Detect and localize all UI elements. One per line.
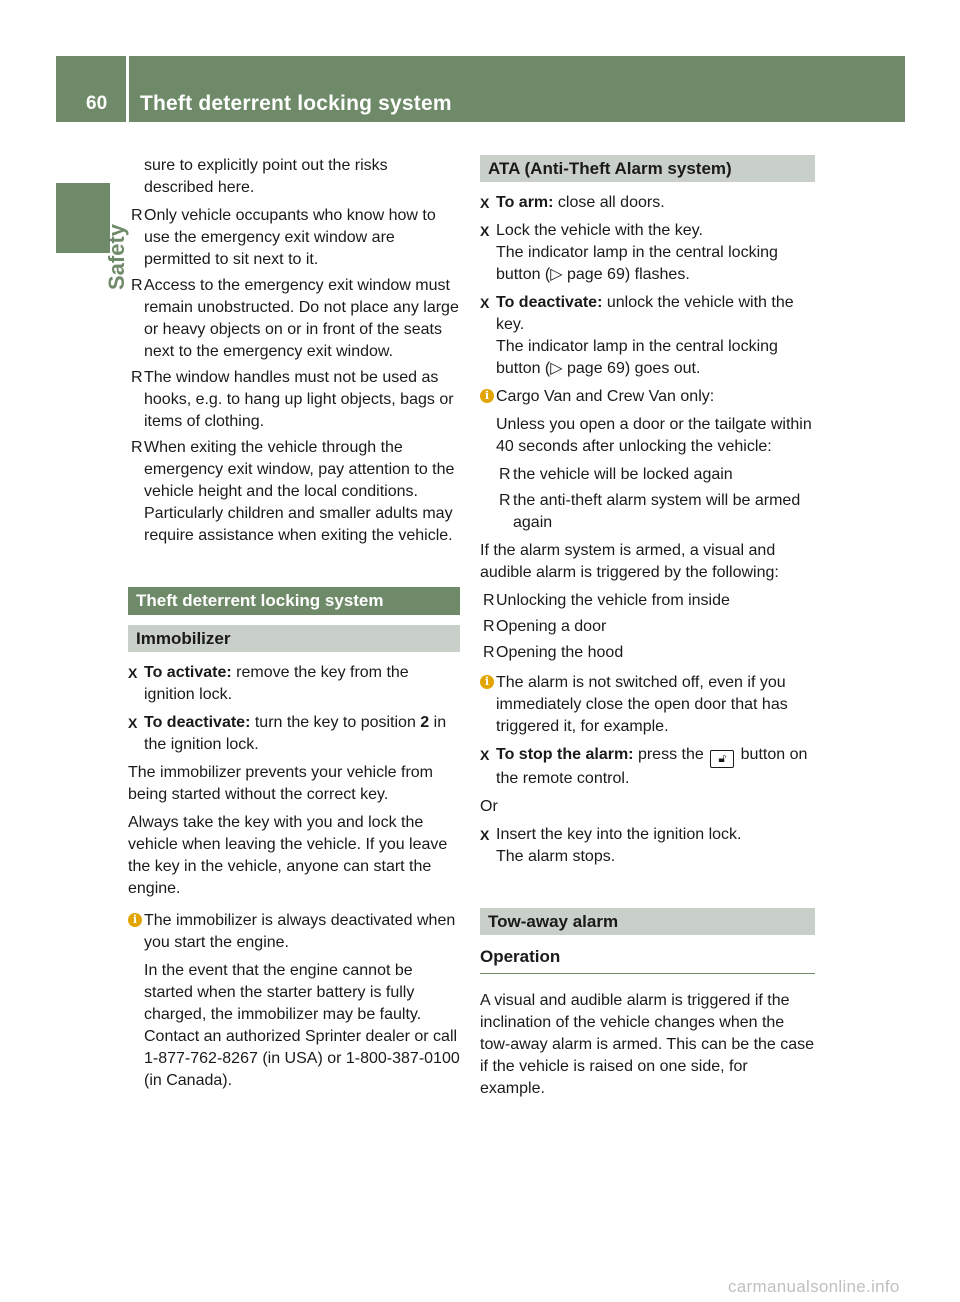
info-icon: i [480, 389, 494, 403]
bullet-marker: R [499, 492, 511, 509]
list-item: R Opening a door [480, 616, 815, 638]
step-marker: X [128, 665, 138, 681]
info-note-alarm: i The alarm is not switched off, even if you immediately close the open door that has triggered it, for example. [480, 672, 815, 738]
subsection-heading-ata: ATA (Anti-Theft Alarm system) [480, 155, 815, 182]
right-column [480, 155, 815, 1106]
list-item: R the anti-theft alarm system will be armed again [499, 492, 801, 531]
step-insert-key: X Insert the key into the ignition lock. The alarm stops. [480, 826, 742, 865]
bullet-marker: R [499, 466, 511, 483]
section-heading-theft-deterrent: Theft deterrent locking system [128, 587, 460, 615]
watermark: carmanualsonline.info [728, 1277, 900, 1296]
step-deactivate-alarm: X To deactivate: unlock the vehicle with the key. The indicator lamp in the central locking button (▷ page 69) goes out. [480, 294, 794, 377]
step-marker: X [480, 827, 490, 843]
bullet-marker: R [483, 592, 495, 609]
info-icon: i [480, 675, 494, 689]
page-number: 60 [86, 93, 108, 114]
step-marker: X [128, 715, 138, 731]
list-item: R the vehicle will be locked again [480, 464, 815, 486]
immobilizer-paragraph-1: The immobilizer prevents your vehicle from being started without the correct key. [128, 764, 433, 803]
step-marker: X [480, 295, 490, 311]
towaway-paragraph: A visual and audible alarm is triggered if the inclination of the vehicle changes when the tow-away alarm is armed. This can be the case if the vehicle is raised on one side, for example. [480, 992, 815, 1097]
info-note-immobilizer: i The immobilizer is always deactivated when you start the engine. [128, 910, 460, 954]
intro-text [128, 155, 460, 199]
subsection-heading-towaway: Tow-away alarm [480, 908, 815, 935]
step-lock: X Lock the vehicle with the key. The indicator lamp in the central locking button (▷ page 69) flashes. [480, 222, 778, 283]
intro-line-1: sure to explicitly point out the risks [144, 157, 388, 174]
bullet-marker: R [131, 439, 143, 456]
list-item: R Only vehicle occupants who know how to use the emergency exit window are permitted to sit next to it. [131, 207, 436, 268]
bullet-marker: R [483, 644, 495, 661]
step-marker: X [480, 195, 490, 211]
bullet-marker: R [131, 369, 143, 386]
side-tab-block [56, 183, 110, 253]
list-item: R Access to the emergency exit window must remain unobstructed. Do not place any large or heavy objects on or in front of the seats next to the emergency exit window. [131, 277, 459, 360]
info-note-immobilizer-detail: In the event that the engine cannot be started when the starter battery is fully charged, the immobilizer may be faulty. Contact an authorized Sprinter dealer or call 1-877-762-8267 (in USA) or 1-800-387-0100 (in Canada). [144, 962, 460, 1089]
unlock-key-icon: 🔓︎ [710, 750, 734, 768]
step-activate: X To activate: remove the key from the ignition lock. [128, 664, 409, 703]
page-title: Theft deterrent locking system [140, 92, 452, 115]
bullet-marker: R [483, 618, 495, 635]
list-item: R Unlocking the vehicle from inside [480, 590, 815, 612]
trigger-intro: If the alarm system is armed, a visual and audible alarm is triggered by the following: [480, 542, 779, 581]
intro-line-2: described here. [144, 179, 255, 196]
list-item: R The window handles must not be used as hooks, e.g. to hang up light objects, bags or items of clothing. [131, 369, 454, 430]
list-item: R When exiting the vehicle through the emergency exit window, pay attention to the vehicle height and the local conditions. Particularly children and smaller adults may require assistance when exiting the vehicle. [131, 439, 455, 544]
subheading-operation: Operation [480, 945, 815, 974]
step-deactivate: X To deactivate: turn the key to position 2 in the ignition lock. [128, 714, 447, 753]
left-column [128, 155, 460, 1098]
step-marker: X [480, 223, 490, 239]
bullet-marker: R [131, 207, 143, 224]
step-marker: X [480, 747, 490, 763]
info-icon: i [128, 913, 142, 927]
info-note-cargo-van-detail: Unless you open a door or the tailgate within 40 seconds after unlocking the vehicle: [496, 416, 812, 455]
or-text: Or [480, 798, 498, 815]
subsection-heading-immobilizer: Immobilizer [128, 625, 460, 652]
bullet-marker: R [131, 277, 143, 294]
list-item: R Opening the hood [480, 642, 815, 664]
side-tab-label: Safety [104, 223, 129, 290]
step-arm: X To arm: close all doors. [480, 192, 815, 214]
immobilizer-paragraph-2: Always take the key with you and lock the vehicle when leaving the vehicle. If you leave the key in the vehicle, anyone can start the engine. [128, 814, 448, 897]
step-stop-alarm: X To stop the alarm: press the 🔓︎ button on the remote control. [480, 746, 808, 787]
info-note-cargo-van: i Cargo Van and Crew Van only: [480, 386, 815, 408]
